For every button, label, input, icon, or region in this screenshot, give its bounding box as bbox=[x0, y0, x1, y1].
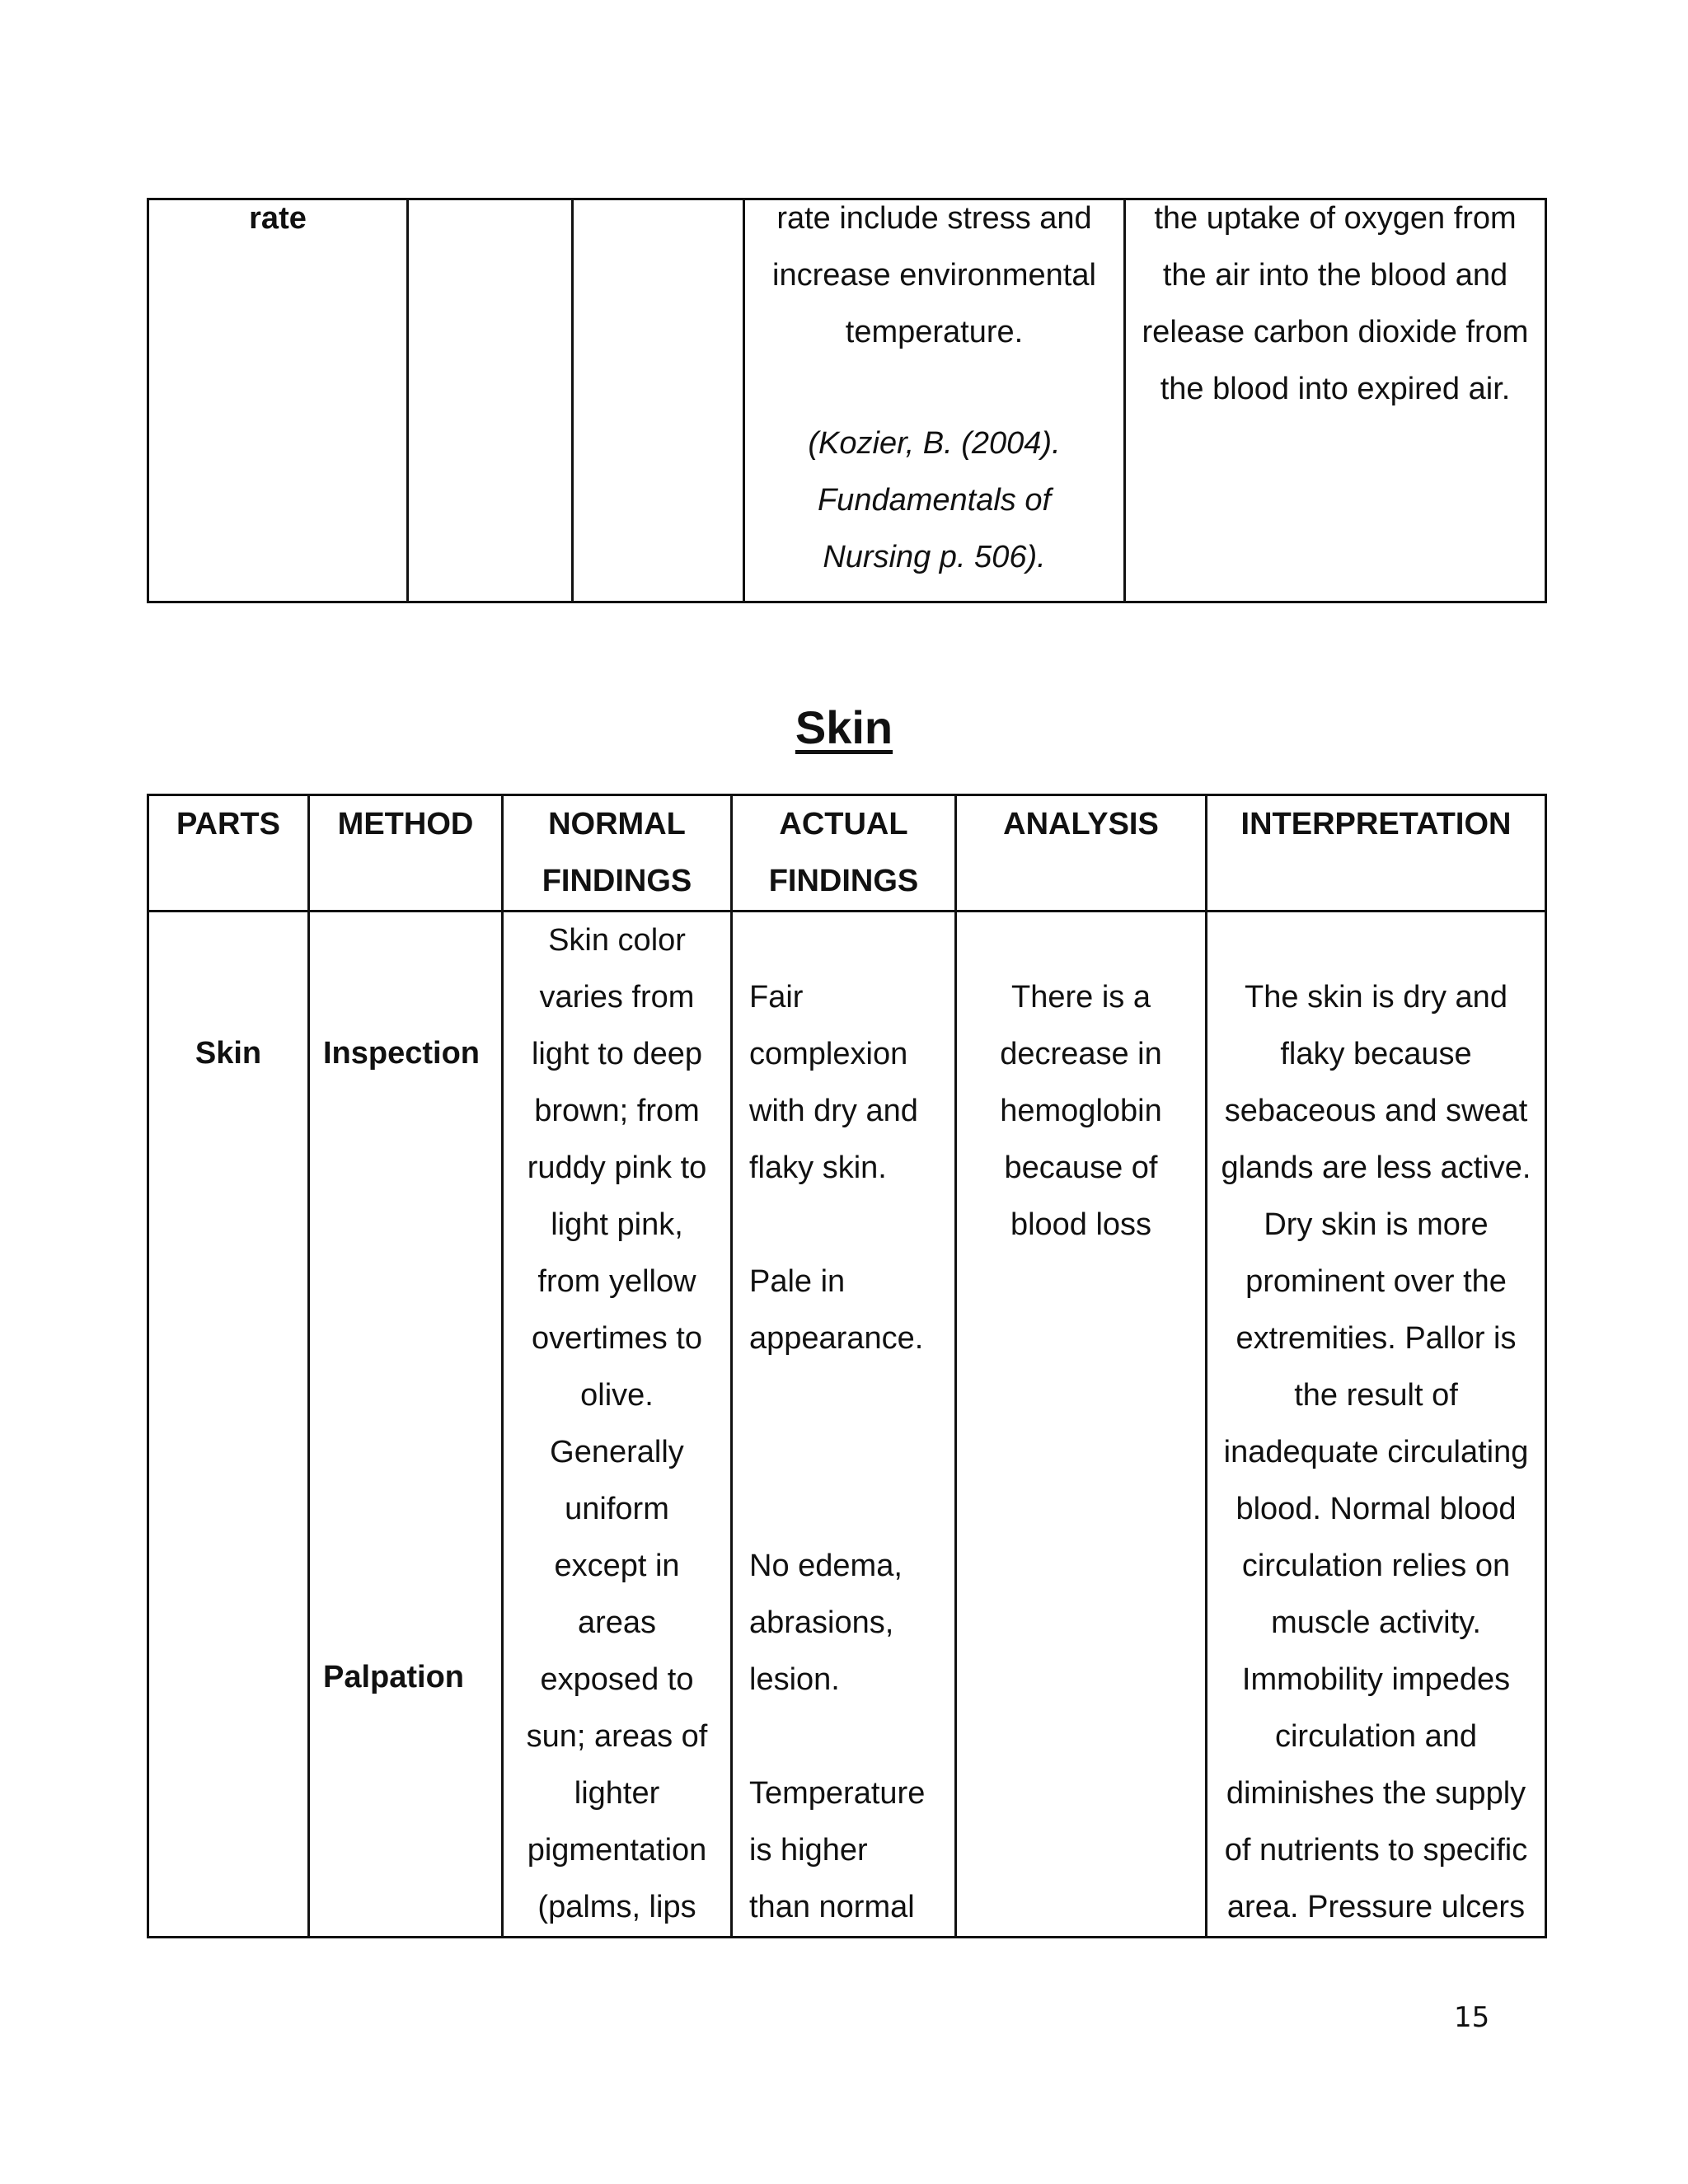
top-continuation-table bbox=[147, 198, 1547, 603]
header-normal-findings-text: NORMAL FINDINGS bbox=[542, 807, 692, 898]
table-row bbox=[148, 199, 1546, 602]
table-row bbox=[148, 912, 1546, 1938]
interpretation-text: The skin is dry and flaky because sebaceous and sweat glands are less active. Dry skin is more prominent over the extremities. Pallor is the result of inadequate circulating blood. Normal blood circulation relies on muscle activity. Immobility impedes circulation and diminishes the supply of nutrients to specific area. Pressure ulcers bbox=[1221, 980, 1531, 1924]
skin-assessment-table bbox=[147, 794, 1547, 1938]
cell-analysis bbox=[956, 912, 1207, 1938]
header-normal-findings bbox=[503, 795, 732, 912]
header-interpretation bbox=[1207, 795, 1546, 912]
method-inspection: Inspection bbox=[323, 1036, 481, 1071]
page-number: 15 bbox=[1454, 2001, 1490, 2034]
top-cell-normal bbox=[573, 199, 744, 602]
actual-findings-4: Temperature is higher than normal bbox=[749, 1776, 926, 1924]
top-cell-parts bbox=[148, 199, 408, 602]
top-cell-citation: (Kozier, B. (2004). Fundamentals of Nursing p. 506). bbox=[808, 426, 1061, 574]
top-cell-analysis bbox=[744, 199, 1125, 602]
cell-normal-findings bbox=[503, 912, 732, 1938]
header-analysis-text: ANALYSIS bbox=[1003, 807, 1159, 841]
top-cell-interpretation bbox=[1125, 199, 1546, 602]
part-label: Skin bbox=[195, 1036, 262, 1071]
header-method-text: METHOD bbox=[337, 807, 474, 841]
method-palpation: Palpation bbox=[323, 1660, 465, 1694]
actual-findings-2: Pale in appearance. bbox=[749, 1264, 924, 1356]
header-analysis bbox=[956, 795, 1207, 912]
analysis-text: There is a decrease in hemoglobin because of blood loss bbox=[1000, 980, 1162, 1242]
header-parts bbox=[148, 795, 309, 912]
header-parts-text: PARTS bbox=[176, 807, 280, 841]
actual-findings-3: No edema, abrasions, lesion. bbox=[749, 1549, 903, 1697]
cell-actual-findings bbox=[732, 912, 956, 1938]
cell-interpretation bbox=[1207, 912, 1546, 1938]
header-interpretation-text: INTERPRETATION bbox=[1240, 807, 1512, 841]
table-header-row bbox=[148, 795, 1546, 912]
header-actual-findings-text: ACTUAL FINDINGS bbox=[768, 807, 919, 898]
top-cell-interpretation-text: the uptake of oxygen from the air into the blood and release carbon dioxide from the blood into expired air. bbox=[1142, 201, 1529, 406]
cell-part bbox=[148, 912, 309, 1938]
top-cell-analysis-text: rate include stress and increase environmental temperature. bbox=[772, 201, 1096, 349]
header-actual-findings bbox=[732, 795, 956, 912]
normal-findings-text: Skin color varies from light to deep brown; from ruddy pink to light pink, from yellow overtimes to olive. Generally uniform except in areas exposed to sun; areas of lighter pigmentation (palms, lips bbox=[526, 923, 708, 1924]
top-cell-parts-text: rate bbox=[249, 201, 307, 236]
actual-findings-1: Fair complexion with dry and flaky skin. bbox=[749, 980, 918, 1185]
section-title: Skin bbox=[795, 701, 893, 753]
header-method bbox=[309, 795, 503, 912]
top-cell-method bbox=[408, 199, 573, 602]
cell-method bbox=[309, 912, 503, 1938]
